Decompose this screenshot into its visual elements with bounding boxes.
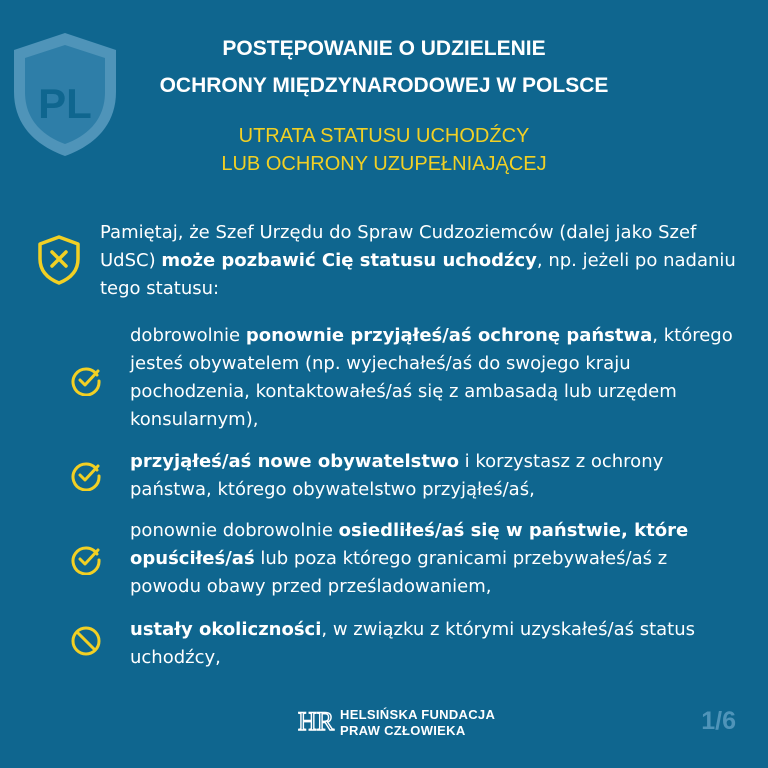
hfhr-logo-mark: HR bbox=[297, 707, 335, 735]
page-number: 1/6 bbox=[701, 707, 736, 735]
list-item-2-text-end: i korzystasz z ochrony państwa, którego obywatelstwo przyjąłeś/aś, bbox=[130, 451, 664, 500]
list-item-3 bbox=[130, 517, 740, 601]
pl-badge-text: PL bbox=[38, 80, 92, 127]
organization-name bbox=[340, 707, 495, 739]
intro-text-1: Pamiętaj, że Szef Urzędu do Spraw Cudzoziemców (dalej jako Szef UdSC) bbox=[100, 222, 697, 271]
list-item-1-bold: ponownie przyjąłeś/aś ochronę państwa bbox=[245, 325, 653, 346]
prohibited-circle-icon bbox=[70, 625, 102, 657]
hfhr-logo-icon bbox=[296, 707, 336, 735]
list-item-1-text: dobrowolnie bbox=[130, 325, 246, 346]
list-item-2-bold: przyjąłeś/aś nowe obywatelstwo bbox=[130, 451, 459, 472]
page-subtitle-line-1: UTRATA STATUSU UCHODŹCY bbox=[238, 125, 530, 147]
organization-name-line-2: PRAW CZŁOWIEKA bbox=[340, 723, 466, 738]
list-item-4-text-end: , w związku z którymi uzyskałeś/aś status uchodźcy, bbox=[130, 619, 696, 668]
organization-name-line-1: HELSIŃSKA FUNDACJA bbox=[340, 707, 496, 722]
list-item-4 bbox=[130, 616, 740, 672]
page-title-line-1: POSTĘPOWANIE O UDZIELENIE bbox=[222, 37, 546, 60]
check-circle-icon bbox=[70, 543, 102, 575]
check-circle-icon bbox=[70, 459, 102, 491]
list-item-2 bbox=[130, 448, 740, 504]
shield-x-icon bbox=[36, 234, 82, 286]
page-subtitle-line-2: LUB OCHRONY UZUPEŁNIAJĄCEJ bbox=[221, 153, 547, 175]
page-title-line-2: OCHRONY MIĘDZYNARODOWEJ W POLSCE bbox=[159, 74, 609, 97]
list-item-3-bold: osiedliłeś/aś się w państwie, które opuściłeś/aś bbox=[130, 520, 689, 569]
list-item-3-text: ponownie dobrowolnie bbox=[130, 520, 339, 541]
list-item-4-bold: ustały okoliczności bbox=[130, 619, 322, 640]
check-circle-icon bbox=[70, 364, 102, 396]
intro-paragraph bbox=[100, 219, 750, 303]
list-item-3-text-end: lub poza którego granicami przebywałeś/aś z powodu obawy przed prześladowaniem, bbox=[130, 548, 668, 597]
page-title bbox=[90, 30, 678, 104]
page-subtitle bbox=[90, 122, 678, 178]
intro-text-2: , np. jeżeli po nadaniu tego statusu: bbox=[100, 250, 736, 299]
intro-text-bold: może pozbawić Cię statusu uchodźcy bbox=[161, 250, 537, 271]
list-item-1-text-end: , którego jesteś obywatelem (np. wyjechałeś/aś do swojego kraju pochodzenia, kontaktowałeś/aś się z ambasadą lub urzędem konsularnym), bbox=[130, 325, 733, 430]
list-item-1 bbox=[130, 322, 740, 434]
